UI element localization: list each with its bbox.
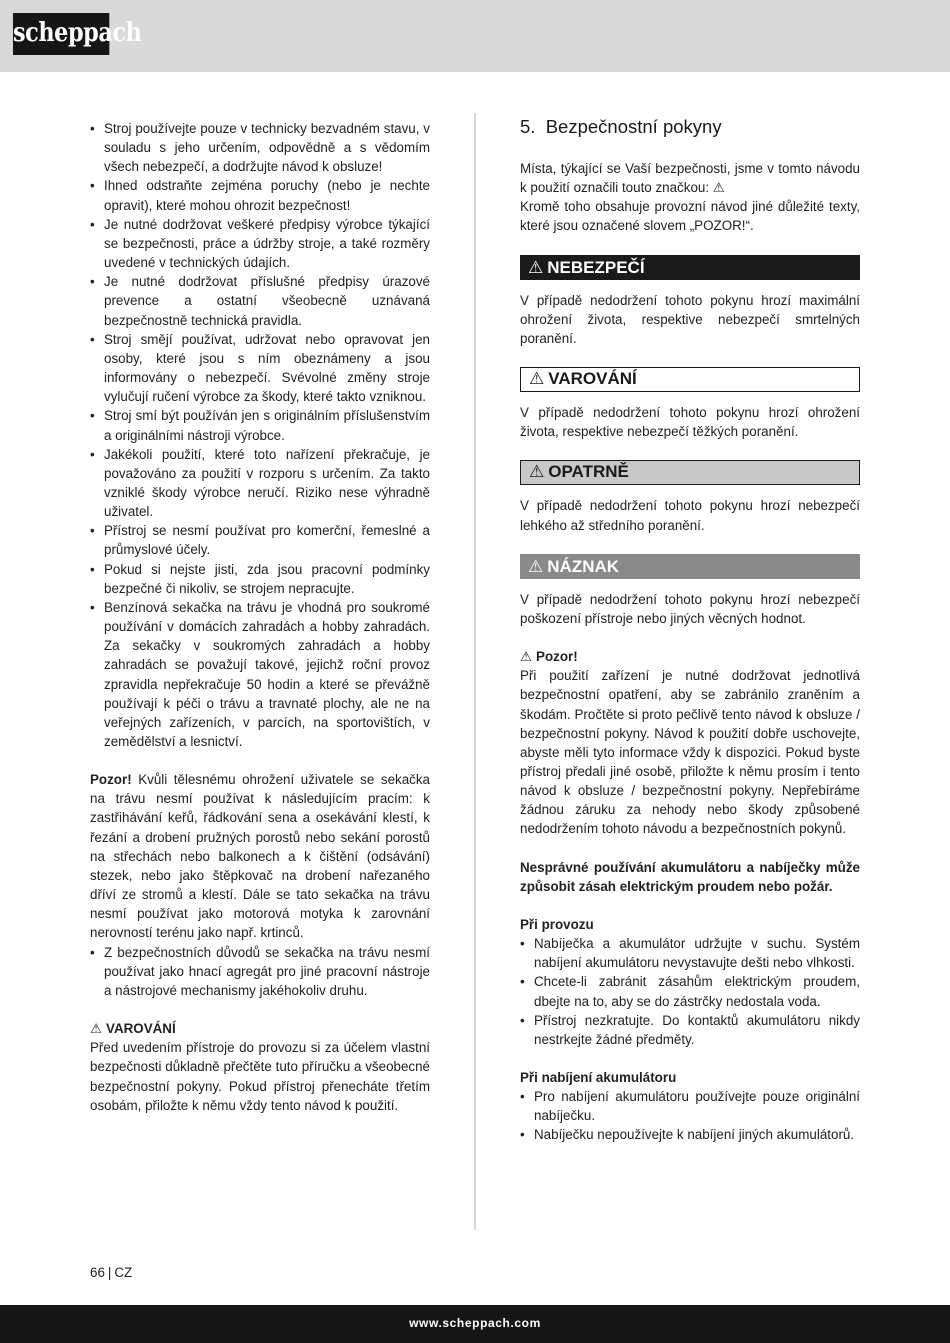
intro-paragraph: Místa, týkající se Vaší bezpečnosti, jsme v tomto návodu k použití označili touto značkou: ⚠ [520, 161, 860, 196]
page-header [0, 0, 950, 72]
column-divider [474, 113, 476, 1230]
caution-paragraph [90, 770, 430, 942]
website-link[interactable]: www.scheppach.com [409, 1316, 541, 1330]
left-column [90, 119, 430, 1115]
operation-heading: Při provozu [520, 916, 594, 932]
danger-text: V případě nedodržení tohoto pokynu hrozí maximální ohrožení života, respektive nebezpečí smrtelných poranění. [520, 292, 860, 346]
list-item: • Přístroj se nesmí používat pro komerční, řemeslné a průmyslové účely. [90, 521, 430, 559]
page-footer [0, 1305, 950, 1343]
battery-warning: Nesprávné používání akumulátoru a nabíječky může způsobit zásah elektrickým proudem nebo požár. [520, 859, 860, 894]
list-item: • Přístroj nezkratujte. Do kontaktů akumulátoru nikdy nestrkejte žádné předměty. [520, 1011, 860, 1049]
warning-text: V případě nedodržení tohoto pokynu hrozí ohrožení života, respektive nebezpečí těžkých poranění. [520, 405, 860, 440]
warning-label: VAROVÁNÍ [548, 369, 637, 389]
usage-rules-list [90, 119, 430, 751]
page-separator: | [107, 1265, 112, 1280]
section-title [520, 115, 860, 139]
operation-list [520, 934, 860, 1049]
section-title-text: Bezpečnostní pokyny [545, 116, 722, 137]
page-number [90, 1265, 132, 1280]
scheppach-logo: scheppach [13, 13, 109, 55]
warning-text: Před uvedením přístroje do provozu si za účelem vlastní bezpečnosti důkladně přečtěte tuto příručku a všeobecné bezpečnostní pokyny. Pokud přístroj přenecháte třetím osobám, přiložte k němu vždy tento návod k použití. [90, 1040, 430, 1113]
notice-text: V případě nedodržení tohoto pokynu hrozí nebezpečí poškození přístroje nebo jiných věcných hodnot. [520, 591, 860, 626]
danger-label: NEBEZPEČÍ [547, 257, 645, 277]
warning-heading [90, 1019, 430, 1038]
warning-label: VAROVÁNÍ [106, 1021, 176, 1037]
language-code: CZ [114, 1265, 133, 1280]
intro-paragraph: Kromě toho obsahuje provozní návod jiné důležité texty, které jsou označené slovem „POZOR!“. [520, 199, 860, 234]
pozor-label: Pozor! [536, 649, 578, 665]
list-item: • Je nutné dodržovat příslušné předpisy úrazové prevence a ostatní všeobecně uznávaná bezpečnostně technická pravidla. [90, 272, 430, 329]
list-item: • Benzínová sekačka na trávu je vhodná pro soukromé používání v domácích zahradách a hobby zahradách. Za sekačky v soukromých zahradách a hobby zahradách se považují takové, jejichž roční provoz zpravidla nepřekračuje 50 hodin a které se převážně používají k péči o trávu a travnaté plochy, ale ne na veřejných zařízeních, v parcích, na sportovištích, v zemědělství a lesnictví. [90, 598, 430, 751]
list-item: • Chcete-li zabránit zásahům elektrickým proudem, dbejte na to, aby se do zástrčky nedostala voda. [520, 972, 860, 1010]
warning-triangle-icon: ⚠ [529, 369, 545, 389]
warning-triangle-icon: ⚠ [528, 257, 544, 277]
notice-box [520, 554, 860, 579]
list-item: • Stroj smí být používán jen s originálním příslušenstvím a originálními nástroji výrobce. [90, 406, 430, 444]
list-item: • Stroj smějí používat, udržovat nebo opravovat jen osoby, které jsou s ním obeznámeny a jsou informovány o nebezpečí. Svévolné změny stroje vylučují ručení výrobce za škody, které takto vzniknou. [90, 330, 430, 407]
pozor-heading [520, 647, 860, 666]
section-number: 5. [520, 116, 536, 137]
warning-triangle-icon: ⚠ [528, 556, 544, 576]
notice-label: NÁZNAK [547, 556, 620, 576]
warning-box [520, 367, 860, 392]
list-item: • Jakékoli použití, které toto nařízení překračuje, je považováno za použití v rozporu s určením. Za takto vzniklé škody výrobce neručí. Riziko nese výhradně uživatel. [90, 445, 430, 522]
list-item: • Ihned odstraňte zejména poruchy (nebo je nechte opravit), které mohou ohrozit bezpečnost! [90, 176, 430, 214]
caution-label: Pozor! [90, 772, 132, 788]
page-number-value: 66 [90, 1265, 105, 1280]
warning-triangle-icon: ⚠ [529, 462, 545, 482]
list-item: • Nabíječka a akumulátor udržujte v suchu. Systém nabíjení akumulátoru nevystavujte dešti nebo vlhkosti. [520, 934, 860, 972]
caution-text: Kvůli tělesnému ohrožení uživatele se sekačka na trávu nesmí používat k následujícím pracím: k zastřihávání keřů, řádkování sena a osekávání klestí, k řezání a drobení pružných porostů nebo sekání porostů na střechách nebo balkonech a k čištění (odsávání) stezek, nebo jako štěpkovač na drobení nařezaného dříví ze stromů a klestí. Dále se tato sekačka na trávu nesmí používat jako motorová motyka k zarovnání nerovností terénu jako např. krtinců. [90, 772, 430, 941]
right-column [520, 115, 860, 1145]
caution-text: V případě nedodržení tohoto pokynu hrozí nebezpečí lehkého až středního poranění. [520, 498, 860, 533]
list-item: • Z bezpečnostních důvodů se sekačka na trávu nesmí používat jako hnací agregát pro jiné pracovní nástroje a nástrojové mechanismy jakéhokoliv druhu. [90, 943, 430, 1000]
charging-list [520, 1087, 860, 1144]
list-item: • Pokud si nejste jisti, zda jsou pracovní podmínky bezpečné či nikoliv, se strojem nepracujte. [90, 560, 430, 598]
list-item: • Je nutné dodržovat veškeré předpisy výrobce týkající se bezpečnosti, práce a údržby stroje, a také rozměry uvedené v technických údajích. [90, 215, 430, 272]
list-item: • Stroj používejte pouze v technicky bezvadném stavu, v souladu s jeho určením, odpovědně a s vědomím všech nebezpečí, a dodržujte návod k obsluze! [90, 119, 430, 176]
list-item: • Pro nabíjení akumulátoru používejte pouze originální nabíječku. [520, 1087, 860, 1125]
danger-box [520, 255, 860, 280]
warning-triangle-icon: ⚠ [520, 649, 533, 665]
caution-box [520, 460, 860, 485]
charging-heading: Při nabíjení akumulátoru [520, 1070, 677, 1085]
warning-triangle-icon: ⚠ [90, 1021, 103, 1037]
pozor-text: Při použití zařízení je nutné dodržovat jednotlivá bezpečnostní opatření, aby se zabránilo zraněním a škodám. Pročtěte si proto pečlivě tento návod k obsluze / bezpečnostní pokyny. Návod k použití dobře uschovejte, abyste měli tyto informace vždy k dispozici. Pokud byste přístroj předali jiné osobě, přiložte k němu prosím i tento návod k obsluze / bezpečnostní pokyny. Nepřebíráme žádnou záruku za nehody nebo škody způsobené nedodržením tohoto návodu a bezpečnostních pokynů. [520, 668, 860, 837]
safety-reason-list [90, 943, 430, 1000]
list-item: • Nabíječku nepoužívejte k nabíjení jiných akumulátorů. [520, 1125, 860, 1144]
caution-label: OPATRNĚ [548, 462, 629, 482]
